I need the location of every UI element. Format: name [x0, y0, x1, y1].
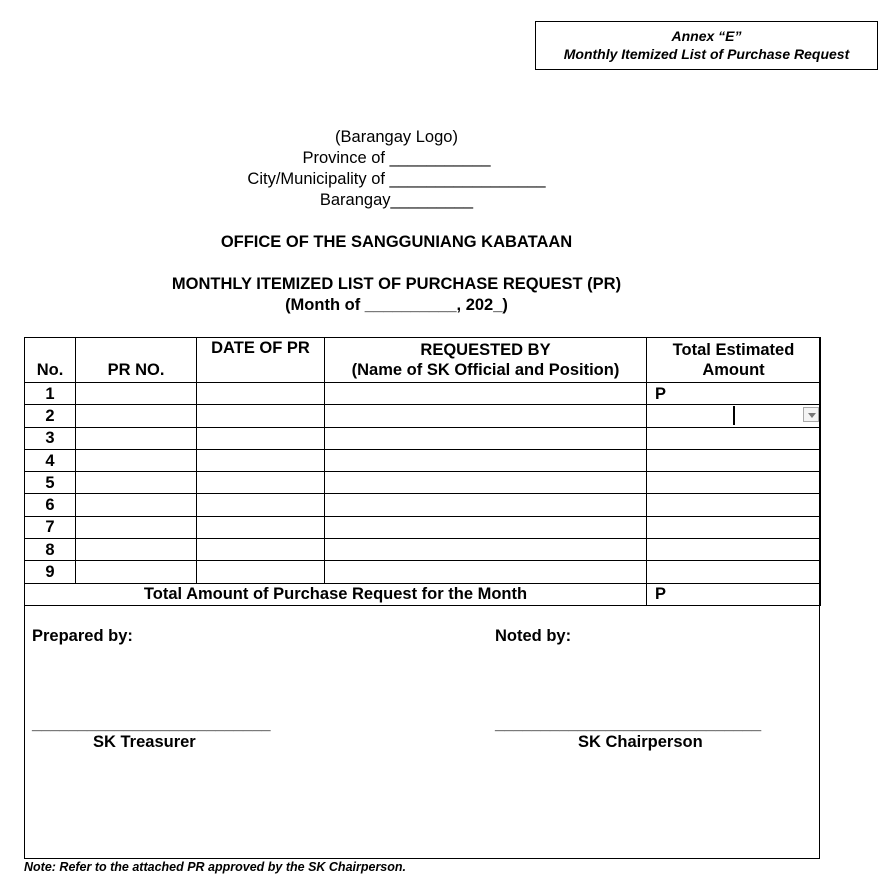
col-header-requested-by-line2: (Name of SK Official and Position) — [351, 361, 620, 379]
row-number: 2 — [25, 405, 76, 427]
table-row — [25, 383, 821, 405]
table-row — [25, 472, 821, 494]
text-cursor — [733, 406, 735, 425]
amount-cell[interactable] — [647, 539, 821, 561]
date-cell[interactable] — [197, 427, 325, 449]
date-cell[interactable] — [197, 494, 325, 516]
table-row — [25, 449, 821, 471]
amount-cell[interactable] — [647, 449, 821, 471]
prepared-by-label: Prepared by: — [32, 627, 133, 645]
date-cell[interactable] — [197, 383, 325, 405]
requested-by-cell[interactable] — [325, 539, 647, 561]
table-row — [25, 494, 821, 516]
row-number: 8 — [25, 539, 76, 561]
date-cell[interactable] — [197, 472, 325, 494]
noted-signature-line: _____________________________ — [495, 715, 762, 733]
col-header-requested-by — [325, 338, 647, 383]
office-title: OFFICE OF THE SANGGUNIANG KABATAAN — [220, 233, 573, 251]
amount-cell[interactable] — [647, 516, 821, 538]
requested-by-cell[interactable] — [325, 472, 647, 494]
date-cell[interactable] — [197, 405, 325, 427]
footnote: Note: Refer to the attached PR approved by the SK Chairperson. — [24, 860, 407, 874]
table-header-row — [25, 338, 821, 383]
date-cell[interactable] — [197, 561, 325, 583]
pr-no-cell[interactable] — [76, 516, 197, 538]
prepared-signature-line: __________________________ — [32, 715, 271, 733]
amount-cell[interactable] — [647, 472, 821, 494]
col-header-amount — [647, 338, 821, 383]
total-label: Total Amount of Purchase Request for the Month — [25, 583, 647, 605]
city-municipality-line: City/Municipality of _________________ — [247, 170, 546, 188]
requested-by-cell[interactable] — [325, 561, 647, 583]
col-header-no: No. — [25, 338, 76, 383]
dropdown-arrow-icon[interactable] — [803, 407, 819, 422]
table-row — [25, 516, 821, 538]
province-line: Province of ___________ — [302, 149, 491, 167]
form-sheet — [24, 337, 820, 859]
row-number: 4 — [25, 449, 76, 471]
amount-cell-active[interactable] — [647, 405, 821, 427]
requested-by-cell[interactable] — [325, 383, 647, 405]
table-row — [25, 405, 821, 427]
pr-no-cell[interactable] — [76, 449, 197, 471]
pr-no-cell[interactable] — [76, 405, 197, 427]
col-header-amount-line2: Amount — [702, 361, 765, 379]
requested-by-cell[interactable] — [325, 494, 647, 516]
sk-chairperson-role: SK Chairperson — [578, 733, 703, 751]
annex-label: Annex “E” — [671, 28, 742, 44]
requested-by-cell[interactable] — [325, 516, 647, 538]
table-row — [25, 561, 821, 583]
amount-cell[interactable]: P — [647, 383, 821, 405]
pr-no-cell[interactable] — [76, 472, 197, 494]
pr-no-cell[interactable] — [76, 539, 197, 561]
col-header-pr-no: PR NO. — [76, 338, 197, 383]
amount-cell[interactable] — [647, 427, 821, 449]
barangay-logo-placeholder: (Barangay Logo) — [335, 128, 458, 146]
purchase-request-table — [24, 337, 821, 606]
col-header-amount-line1: Total Estimated — [672, 341, 795, 359]
row-number: 6 — [25, 494, 76, 516]
pr-no-cell[interactable] — [76, 561, 197, 583]
col-header-date: DATE OF PR — [197, 338, 325, 383]
row-number: 3 — [25, 427, 76, 449]
noted-by-label: Noted by: — [495, 627, 572, 645]
annex-subtitle: Monthly Itemized List of Purchase Request — [563, 46, 850, 62]
date-cell[interactable] — [197, 539, 325, 561]
table-row — [25, 539, 821, 561]
requested-by-cell[interactable] — [325, 449, 647, 471]
pr-no-cell[interactable] — [76, 383, 197, 405]
pr-no-cell[interactable] — [76, 494, 197, 516]
pr-no-cell[interactable] — [76, 427, 197, 449]
total-amount-cell[interactable]: P — [647, 583, 821, 605]
requested-by-cell[interactable] — [325, 405, 647, 427]
amount-cell[interactable] — [647, 494, 821, 516]
requested-by-cell[interactable] — [325, 427, 647, 449]
row-number: 7 — [25, 516, 76, 538]
col-header-requested-by-line1: REQUESTED BY — [420, 341, 551, 359]
month-line: (Month of __________, 202_) — [285, 296, 508, 314]
table-row — [25, 427, 821, 449]
annex-box — [535, 21, 878, 70]
total-row — [25, 583, 821, 605]
row-number: 1 — [25, 383, 76, 405]
document-title: MONTHLY ITEMIZED LIST OF PURCHASE REQUEST (PR) — [171, 275, 622, 293]
row-number: 5 — [25, 472, 76, 494]
sk-treasurer-role: SK Treasurer — [93, 733, 196, 751]
amount-cell[interactable] — [647, 561, 821, 583]
date-cell[interactable] — [197, 449, 325, 471]
date-cell[interactable] — [197, 516, 325, 538]
row-number: 9 — [25, 561, 76, 583]
barangay-line: Barangay_________ — [319, 191, 474, 209]
